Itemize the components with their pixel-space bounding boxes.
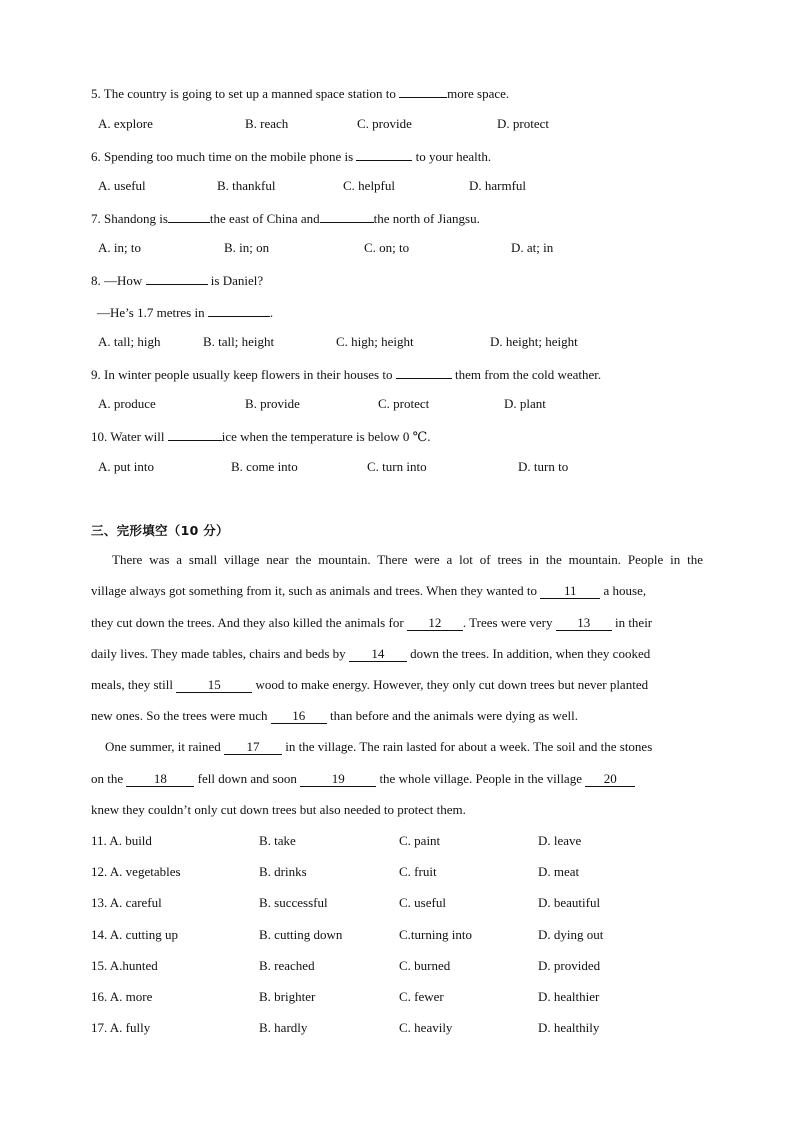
option-b[interactable]: B. in; on — [224, 240, 270, 255]
option-c[interactable]: C. high; height — [336, 334, 414, 349]
cloze-blank[interactable]: 14 — [349, 647, 407, 662]
cloze-13-option-c[interactable]: C. useful — [399, 895, 446, 910]
question-9: 9. In winter people usually keep flowers in their houses to them from the cold weather. — [91, 367, 602, 382]
cloze-blank[interactable]: 17 — [224, 740, 282, 755]
option-c[interactable]: C. protect — [378, 396, 430, 411]
option-d[interactable]: D. turn to — [518, 459, 569, 474]
cloze-14-option-d[interactable]: D. dying out — [538, 927, 604, 942]
cloze-12-option-d[interactable]: D. meat — [538, 864, 580, 879]
option-a[interactable]: A. useful — [98, 178, 146, 193]
option-b[interactable]: B. tall; height — [203, 334, 275, 349]
option-b[interactable]: B. provide — [245, 396, 300, 411]
passage-line-9: knew they couldn’t only cut down trees but also needed to protect them. — [91, 802, 466, 817]
section-heading: 三、完形填空（10 分） — [91, 523, 229, 538]
answer-blank[interactable] — [146, 271, 208, 285]
passage-line-1: There was a small village near the mountain. There were a lot of trees in the mountain. People in the — [112, 552, 703, 567]
answer-blank[interactable] — [208, 303, 270, 317]
cloze-13-option-b[interactable]: B. successful — [259, 895, 328, 910]
option-b[interactable]: B. come into — [231, 459, 298, 474]
question-8-response: —He’s 1.7 metres in . — [97, 305, 274, 320]
cloze-11-option-a[interactable]: 11. A. build — [91, 833, 152, 848]
cloze-blank[interactable]: 20 — [585, 772, 635, 787]
cloze-16-option-d[interactable]: D. healthier — [538, 989, 600, 1004]
cloze-15-option-c[interactable]: C. burned — [399, 958, 451, 973]
option-a[interactable]: A. in; to — [98, 240, 141, 255]
cloze-12-option-c[interactable]: C. fruit — [399, 864, 437, 879]
cloze-17-option-b[interactable]: B. hardly — [259, 1020, 308, 1035]
cloze-blank[interactable]: 18 — [126, 772, 194, 787]
option-b[interactable]: B. thankful — [217, 178, 276, 193]
option-c[interactable]: C. helpful — [343, 178, 395, 193]
option-d[interactable]: D. harmful — [469, 178, 527, 193]
question-6: 6. Spending too much time on the mobile phone is to your health. — [91, 149, 492, 164]
cloze-11-option-d[interactable]: D. leave — [538, 833, 582, 848]
option-c[interactable]: C. turn into — [367, 459, 427, 474]
option-a[interactable]: A. explore — [98, 116, 153, 131]
cloze-14-option-c[interactable]: C.turning into — [399, 927, 472, 942]
passage-line-6: new ones. So the trees were much 16 than before and the animals were dying as well. — [91, 708, 579, 723]
cloze-15-option-a[interactable]: 15. A.hunted — [91, 958, 158, 973]
cloze-blank[interactable]: 12 — [407, 616, 463, 631]
cloze-17-option-c[interactable]: C. heavily — [399, 1020, 453, 1035]
answer-blank[interactable] — [396, 365, 452, 379]
answer-blank[interactable] — [168, 427, 222, 441]
cloze-17-option-d[interactable]: D. healthily — [538, 1020, 600, 1035]
option-d[interactable]: D. at; in — [511, 240, 554, 255]
cloze-16-option-a[interactable]: 16. A. more — [91, 989, 153, 1004]
cloze-13-option-a[interactable]: 13. A. careful — [91, 895, 162, 910]
cloze-blank[interactable]: 19 — [300, 772, 376, 787]
question-8: 8. —How is Daniel? — [91, 273, 264, 288]
cloze-15-option-b[interactable]: B. reached — [259, 958, 315, 973]
cloze-15-option-d[interactable]: D. provided — [538, 958, 601, 973]
option-a[interactable]: A. tall; high — [98, 334, 161, 349]
cloze-blank[interactable]: 15 — [176, 678, 252, 693]
passage-line-4: daily lives. They made tables, chairs and beds by 14 down the trees. In addition, when they cooked — [91, 646, 651, 661]
question-10: 10. Water will ice when the temperature is below 0 ℃. — [91, 429, 431, 444]
cloze-11-option-b[interactable]: B. take — [259, 833, 296, 848]
cloze-14-option-b[interactable]: B. cutting down — [259, 927, 343, 942]
cloze-12-option-a[interactable]: 12. A. vegetables — [91, 864, 181, 879]
answer-blank[interactable] — [399, 84, 447, 98]
passage-line-3: they cut down the trees. And they also killed the animals for 12 . Trees were very 13 in their — [91, 615, 653, 630]
option-d[interactable]: D. protect — [497, 116, 549, 131]
cloze-16-option-b[interactable]: B. brighter — [259, 989, 316, 1004]
passage-line-7: One summer, it rained 17 in the village. The rain lasted for about a week. The soil and the stones — [105, 739, 653, 754]
cloze-12-option-b[interactable]: B. drinks — [259, 864, 307, 879]
cloze-16-option-c[interactable]: C. fewer — [399, 989, 444, 1004]
cloze-blank[interactable]: 16 — [271, 709, 327, 724]
option-a[interactable]: A. produce — [98, 396, 156, 411]
question-5: 5. The country is going to set up a manned space station to more space. — [91, 86, 510, 101]
option-d[interactable]: D. plant — [504, 396, 546, 411]
answer-blank[interactable] — [320, 209, 374, 223]
answer-blank[interactable] — [168, 209, 210, 223]
option-b[interactable]: B. reach — [245, 116, 289, 131]
question-7: 7. Shandong is the east of China and the north of Jiangsu. — [91, 211, 480, 226]
cloze-14-option-a[interactable]: 14. A. cutting up — [91, 927, 179, 942]
cloze-blank[interactable]: 11 — [540, 584, 600, 599]
option-d[interactable]: D. height; height — [490, 334, 578, 349]
option-c[interactable]: C. provide — [357, 116, 412, 131]
cloze-13-option-d[interactable]: D. beautiful — [538, 895, 601, 910]
passage-line-8: on the 18 fell down and soon 19 the whole village. People in the village 20 — [91, 771, 703, 787]
cloze-11-option-c[interactable]: C. paint — [399, 833, 441, 848]
answer-blank[interactable] — [356, 147, 412, 161]
passage-line-2: village always got something from it, such as animals and trees. When they wanted to 11 a house, — [91, 583, 647, 598]
option-c[interactable]: C. on; to — [364, 240, 410, 255]
passage-line-5: meals, they still 15 wood to make energy. However, they only cut down trees but never planted — [91, 677, 649, 692]
option-a[interactable]: A. put into — [98, 459, 154, 474]
cloze-blank[interactable]: 13 — [556, 616, 612, 631]
cloze-17-option-a[interactable]: 17. A. fully — [91, 1020, 151, 1035]
